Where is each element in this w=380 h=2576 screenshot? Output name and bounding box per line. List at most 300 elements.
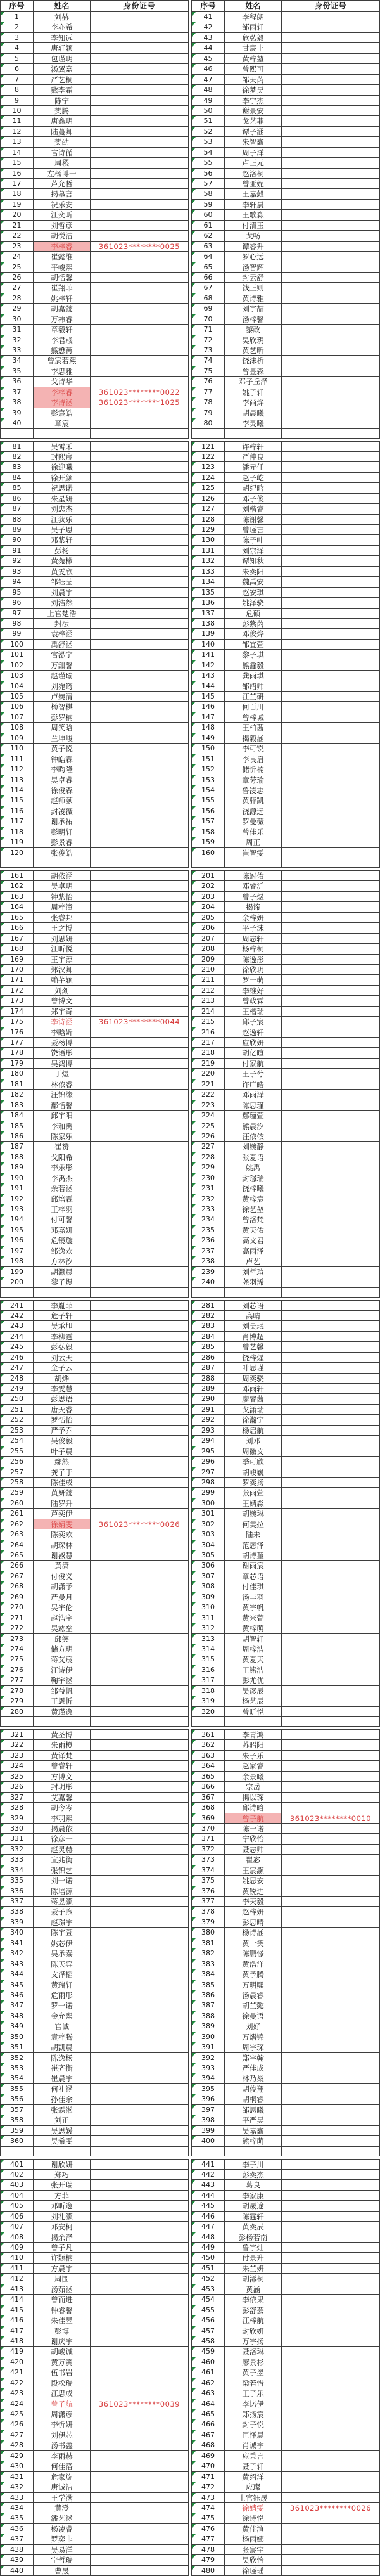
serial-cell[interactable] <box>192 1717 225 1727</box>
serial-cell[interactable]: 374 <box>192 1865 225 1876</box>
id-cell[interactable] <box>282 2232 380 2243</box>
name-cell[interactable]: 黄奕辰 <box>225 2222 282 2232</box>
name-cell[interactable] <box>34 1717 91 1727</box>
name-cell[interactable]: 封璟瑞 <box>225 1173 282 1183</box>
serial-cell[interactable]: 325 <box>1 1772 34 1782</box>
id-cell[interactable] <box>91 2105 189 2115</box>
serial-cell[interactable]: 123 <box>192 462 225 472</box>
serial-cell[interactable]: 358 <box>1 2115 34 2125</box>
name-cell[interactable]: 禹舒涵 <box>34 640 91 650</box>
serial-cell[interactable]: 269 <box>1 1592 34 1602</box>
id-cell[interactable] <box>282 1478 380 1488</box>
name-cell[interactable]: 周奕骁 <box>225 1374 282 1384</box>
name-cell[interactable]: 邱子宸 <box>225 1017 282 1027</box>
id-cell[interactable] <box>282 806 380 816</box>
id-cell[interactable] <box>91 462 189 472</box>
serial-cell[interactable]: 343 <box>1 1959 34 1969</box>
name-cell[interactable]: 匡怿晨 <box>225 2430 282 2440</box>
serial-cell[interactable]: 287 <box>192 1363 225 1373</box>
name-cell[interactable]: 谢雨宸 <box>225 1561 282 1571</box>
name-cell[interactable]: 赵灵赫 <box>34 1845 91 1855</box>
name-cell[interactable]: 徐开颜 <box>34 473 91 483</box>
name-cell[interactable]: 李晗妡 <box>34 1027 91 1038</box>
serial-cell[interactable]: 16 <box>1 169 34 179</box>
id-cell[interactable] <box>91 1183 189 1194</box>
id-cell[interactable] <box>282 2357 380 2367</box>
name-cell[interactable]: 刘晨宇 <box>34 588 91 598</box>
serial-cell[interactable]: 89 <box>1 525 34 535</box>
id-cell[interactable] <box>282 1730 380 1740</box>
id-cell[interactable] <box>282 955 380 965</box>
id-cell[interactable] <box>91 1613 189 1623</box>
serial-cell[interactable]: 328 <box>1 1803 34 1813</box>
serial-cell[interactable]: 143 <box>192 671 225 681</box>
name-cell[interactable]: 周潇彦 <box>34 2409 91 2419</box>
name-cell[interactable]: 李乐彤 <box>34 1162 91 1173</box>
name-cell[interactable]: 吴易洋 <box>34 2545 91 2555</box>
serial-cell[interactable]: 282 <box>192 1311 225 1321</box>
serial-cell[interactable]: 210 <box>192 965 225 975</box>
id-cell[interactable] <box>282 1467 380 1478</box>
name-cell[interactable]: 黄一笑 <box>225 1938 282 1948</box>
name-cell[interactable]: 彭思晴 <box>225 1917 282 1928</box>
serial-cell[interactable]: 463 <box>192 2388 225 2399</box>
id-cell[interactable] <box>282 577 380 587</box>
name-cell[interactable]: 余梓妍 <box>225 913 282 923</box>
serial-cell[interactable]: 398 <box>192 2115 225 2125</box>
id-cell[interactable] <box>91 640 189 650</box>
id-cell[interactable] <box>91 2042 189 2052</box>
id-cell[interactable] <box>282 754 380 764</box>
serial-cell[interactable]: 251 <box>1 1405 34 1415</box>
serial-cell[interactable]: 106 <box>1 702 34 712</box>
id-cell[interactable] <box>282 1613 380 1623</box>
serial-cell[interactable]: 458 <box>192 2336 225 2347</box>
id-cell[interactable] <box>91 2212 189 2222</box>
name-cell[interactable]: 潘艺涵 <box>34 2513 91 2523</box>
serial-cell[interactable]: 462 <box>192 2378 225 2388</box>
serial-cell[interactable]: 268 <box>1 1581 34 1592</box>
name-cell[interactable]: 谢庆宇 <box>34 2336 91 2347</box>
serial-cell[interactable]: 80 <box>192 418 225 428</box>
name-cell[interactable]: 戈诗华 <box>34 377 91 387</box>
serial-cell[interactable]: 403 <box>1 2180 34 2190</box>
serial-cell[interactable]: 60 <box>192 210 225 220</box>
name-cell[interactable]: 朱星妍 <box>34 494 91 504</box>
serial-cell[interactable]: 105 <box>1 692 34 702</box>
name-cell[interactable]: 李维好 <box>225 986 282 996</box>
name-cell[interactable]: 吴承旭 <box>34 1321 91 1331</box>
name-cell[interactable]: 陆未 <box>225 1530 282 1540</box>
name-cell[interactable]: 聂志帅 <box>225 1845 282 1855</box>
serial-cell[interactable]: 438 <box>1 2545 34 2555</box>
id-cell[interactable] <box>91 1938 189 1948</box>
serial-cell[interactable]: 108 <box>1 723 34 733</box>
id-cell[interactable] <box>91 2126 189 2136</box>
serial-cell[interactable]: 198 <box>1 1256 34 1266</box>
serial-cell[interactable]: 425 <box>1 2409 34 2419</box>
id-cell[interactable] <box>91 169 189 179</box>
id-cell[interactable] <box>91 2430 189 2440</box>
id-cell[interactable] <box>91 1793 189 1803</box>
name-cell[interactable]: 吴嘉鑫 <box>225 2126 282 2136</box>
id-cell[interactable] <box>91 189 189 199</box>
name-cell[interactable]: 罗曼薇 <box>225 816 282 827</box>
id-cell[interactable] <box>91 179 189 189</box>
serial-cell[interactable] <box>1 2147 34 2156</box>
serial-cell[interactable]: 205 <box>192 913 225 923</box>
name-cell[interactable]: 张夏语 <box>225 1152 282 1162</box>
serial-cell[interactable]: 380 <box>192 1928 225 1938</box>
name-cell[interactable]: 高文君 <box>225 1235 282 1246</box>
id-cell[interactable] <box>282 1415 380 1425</box>
id-cell[interactable] <box>282 1740 380 1750</box>
id-cell[interactable] <box>282 744 380 754</box>
serial-cell[interactable]: 29 <box>1 304 34 314</box>
id-cell[interactable] <box>91 22 189 32</box>
id-cell[interactable] <box>91 1457 189 1467</box>
serial-cell[interactable]: 141 <box>192 650 225 660</box>
name-cell[interactable]: 黄雯欣 <box>34 567 91 577</box>
id-cell[interactable] <box>91 1204 189 1214</box>
name-cell[interactable]: 黄锐进 <box>225 1886 282 1897</box>
name-cell[interactable]: 李胤菲 <box>34 1301 91 1311</box>
serial-cell[interactable]: 171 <box>1 975 34 985</box>
name-cell[interactable]: 曾子航 <box>225 1813 282 1824</box>
name-cell[interactable]: 朱子乐 <box>225 1751 282 1761</box>
name-cell[interactable]: 邹恩曦 <box>225 2105 282 2115</box>
id-cell[interactable] <box>282 723 380 733</box>
name-cell[interactable]: 汤梓馨 <box>225 314 282 325</box>
id-cell[interactable] <box>91 2222 189 2232</box>
name-cell[interactable]: 李程朗 <box>225 12 282 22</box>
name-cell[interactable]: 刘好 <box>225 2021 282 2032</box>
id-cell[interactable] <box>282 2347 380 2357</box>
id-cell[interactable] <box>282 85 380 95</box>
name-cell[interactable]: 许广皓 <box>225 1079 282 1090</box>
id-cell[interactable] <box>91 2357 189 2367</box>
id-cell[interactable] <box>91 996 189 1006</box>
name-cell[interactable]: 江狄乐 <box>34 515 91 525</box>
id-cell[interactable] <box>282 1007 380 1017</box>
name-cell[interactable]: 曾昕悦 <box>225 1707 282 1717</box>
id-cell[interactable] <box>91 598 189 608</box>
serial-cell[interactable]: 418 <box>1 2336 34 2347</box>
serial-cell[interactable]: 11 <box>1 116 34 126</box>
id-cell[interactable] <box>91 148 189 158</box>
name-cell[interactable]: 罗一萌 <box>225 975 282 985</box>
name-cell[interactable]: 胡晨曦 <box>225 408 282 418</box>
name-cell[interactable]: 彭杨若南 <box>225 2232 282 2243</box>
serial-cell[interactable]: 409 <box>1 2243 34 2253</box>
name-cell[interactable]: 万宇扬 <box>225 2336 282 2347</box>
name-cell[interactable]: 严曼月 <box>34 1592 91 1602</box>
serial-cell[interactable]: 122 <box>192 452 225 462</box>
id-cell[interactable] <box>91 2147 189 2156</box>
id-cell[interactable] <box>282 429 380 439</box>
name-cell[interactable]: 李雨赫 <box>34 2451 91 2461</box>
id-cell[interactable] <box>91 1644 189 1654</box>
serial-cell[interactable]: 221 <box>192 1079 225 1090</box>
serial-cell[interactable]: 379 <box>192 1917 225 1928</box>
id-cell[interactable] <box>91 892 189 902</box>
serial-cell[interactable]: 134 <box>192 577 225 587</box>
id-cell[interactable] <box>91 1321 189 1331</box>
name-cell[interactable]: 刘忠杰 <box>34 504 91 514</box>
id-cell[interactable] <box>91 1696 189 1706</box>
name-cell[interactable]: 张雨萱 <box>225 1488 282 1498</box>
id-cell[interactable] <box>282 64 380 74</box>
name-cell[interactable]: 谭知秋 <box>225 556 282 566</box>
serial-cell[interactable]: 319 <box>192 1696 225 1706</box>
id-cell[interactable]: 361023********0039 <box>91 2399 189 2409</box>
name-cell[interactable]: 左杨博一 <box>34 169 91 179</box>
name-cell[interactable]: 徐艺堃 <box>225 1204 282 1214</box>
serial-cell[interactable]: 344 <box>1 1969 34 1980</box>
name-cell[interactable]: 唐天睿 <box>34 1405 91 1415</box>
id-cell[interactable] <box>282 1519 380 1530</box>
id-cell[interactable] <box>91 1363 189 1373</box>
id-cell[interactable] <box>91 1717 189 1727</box>
name-cell[interactable]: 周徽文 <box>225 1446 282 1457</box>
name-cell[interactable]: 何礼涵 <box>34 2084 91 2094</box>
serial-cell[interactable]: 471 <box>192 2472 225 2482</box>
serial-cell[interactable]: 429 <box>1 2451 34 2461</box>
name-cell[interactable]: 邱宇阳 <box>34 1111 91 1121</box>
serial-cell[interactable]: 392 <box>192 2053 225 2063</box>
name-cell[interactable]: 卢正元 <box>225 158 282 168</box>
id-cell[interactable] <box>91 2461 189 2471</box>
id-cell[interactable] <box>282 2451 380 2461</box>
name-cell[interactable] <box>225 858 282 868</box>
serial-cell[interactable]: 321 <box>1 1730 34 1740</box>
serial-cell[interactable]: 197 <box>1 1246 34 1256</box>
serial-cell[interactable]: 75 <box>192 366 225 377</box>
id-cell[interactable] <box>91 2000 189 2011</box>
serial-cell[interactable]: 303 <box>192 1530 225 1540</box>
name-cell[interactable]: 李和禹 <box>34 1121 91 1131</box>
name-cell[interactable]: 李青鸿 <box>225 1730 282 1740</box>
serial-cell[interactable]: 13 <box>1 137 34 147</box>
id-cell[interactable] <box>282 75 380 85</box>
serial-cell[interactable]: 477 <box>192 2534 225 2544</box>
serial-cell[interactable]: 142 <box>192 660 225 671</box>
id-cell[interactable] <box>91 137 189 147</box>
id-cell[interactable] <box>282 116 380 126</box>
name-cell[interactable]: 陈逸彤 <box>225 955 282 965</box>
serial-cell[interactable]: 79 <box>192 408 225 418</box>
serial-cell[interactable]: 126 <box>192 494 225 504</box>
serial-cell[interactable]: 240 <box>192 1277 225 1287</box>
id-cell[interactable] <box>91 283 189 293</box>
name-cell[interactable]: 官泓宇 <box>34 650 91 660</box>
serial-cell[interactable]: 341 <box>1 1938 34 1948</box>
id-cell[interactable] <box>91 200 189 210</box>
name-cell[interactable]: 鄢然 <box>34 1457 91 1467</box>
serial-cell[interactable]: 204 <box>192 902 225 912</box>
serial-cell[interactable]: 370 <box>192 1824 225 1834</box>
serial-cell[interactable]: 365 <box>192 1772 225 1782</box>
serial-cell[interactable]: 111 <box>1 754 34 764</box>
id-cell[interactable] <box>91 1467 189 1478</box>
id-cell[interactable] <box>91 871 189 881</box>
id-cell[interactable] <box>91 158 189 168</box>
name-cell[interactable]: 宁哲瑞 <box>34 2555 91 2565</box>
serial-cell[interactable]: 238 <box>192 1256 225 1266</box>
serial-cell[interactable]: 424 <box>1 2399 34 2409</box>
id-cell[interactable] <box>91 660 189 671</box>
name-cell[interactable]: 邓雨泽 <box>225 1090 282 1100</box>
name-cell[interactable]: 罗恬怡 <box>34 1415 91 1425</box>
serial-cell[interactable]: 367 <box>192 1793 225 1803</box>
id-cell[interactable] <box>91 54 189 64</box>
name-cell[interactable]: 王歌淼 <box>225 210 282 220</box>
id-cell[interactable] <box>91 816 189 827</box>
id-cell[interactable] <box>282 1277 380 1287</box>
serial-cell[interactable]: 373 <box>192 1855 225 1865</box>
id-cell[interactable] <box>282 1457 380 1467</box>
id-cell[interactable] <box>282 158 380 168</box>
serial-cell[interactable]: 359 <box>1 2126 34 2136</box>
name-cell[interactable] <box>34 2147 91 2156</box>
id-cell[interactable] <box>282 1214 380 1225</box>
serial-cell[interactable]: 54 <box>192 148 225 158</box>
name-cell[interactable]: 黄妍懿 <box>34 1488 91 1498</box>
id-cell[interactable] <box>282 1394 380 1404</box>
serial-cell[interactable]: 461 <box>192 2367 225 2378</box>
id-cell[interactable] <box>282 1675 380 1685</box>
id-cell[interactable] <box>282 881 380 891</box>
name-cell[interactable]: 罗心远 <box>225 252 282 262</box>
serial-cell[interactable]: 442 <box>192 2170 225 2180</box>
serial-cell[interactable]: 195 <box>1 1225 34 1235</box>
id-cell[interactable] <box>282 785 380 795</box>
id-cell[interactable] <box>91 681 189 692</box>
serial-cell[interactable]: 168 <box>1 944 34 954</box>
serial-cell[interactable]: 401 <box>1 2160 34 2170</box>
id-cell[interactable] <box>282 345 380 356</box>
name-cell[interactable]: 唐鑫玥 <box>34 116 91 126</box>
id-cell[interactable] <box>91 2326 189 2336</box>
serial-cell[interactable]: 404 <box>1 2191 34 2201</box>
name-cell[interactable]: 罗奕扬 <box>225 1478 282 1488</box>
id-cell[interactable] <box>282 681 380 692</box>
id-cell[interactable] <box>282 1793 380 1803</box>
serial-cell[interactable]: 260 <box>1 1498 34 1509</box>
serial-cell[interactable]: 50 <box>192 106 225 116</box>
serial-cell[interactable]: 439 <box>1 2555 34 2565</box>
serial-cell[interactable]: 410 <box>1 2253 34 2263</box>
name-cell[interactable]: 邹绍帅 <box>225 681 282 692</box>
serial-cell[interactable]: 152 <box>192 764 225 775</box>
id-cell[interactable] <box>91 377 189 387</box>
serial-cell[interactable]: 301 <box>192 1509 225 1519</box>
name-cell[interactable]: 罗一诺 <box>34 2000 91 2011</box>
id-cell[interactable] <box>91 2011 189 2021</box>
serial-cell[interactable]: 146 <box>192 702 225 712</box>
serial-cell[interactable]: 17 <box>1 179 34 189</box>
serial-cell[interactable]: 331 <box>1 1834 34 1844</box>
serial-cell[interactable]: 280 <box>1 1707 34 1717</box>
serial-cell[interactable]: 457 <box>192 2326 225 2336</box>
name-cell[interactable]: 黄子悦 <box>34 744 91 754</box>
name-cell[interactable]: 黄诗雅 <box>225 293 282 304</box>
serial-cell[interactable]: 33 <box>1 345 34 356</box>
name-cell[interactable]: 严佳成 <box>225 2063 282 2073</box>
name-cell[interactable]: 王宇淳 <box>34 955 91 965</box>
id-cell[interactable] <box>282 1855 380 1865</box>
id-cell[interactable] <box>282 2042 380 2052</box>
serial-cell[interactable]: 291 <box>192 1405 225 1415</box>
serial-cell[interactable]: 329 <box>1 1813 34 1824</box>
id-cell[interactable] <box>282 1751 380 1761</box>
serial-cell[interactable]: 135 <box>192 588 225 598</box>
name-cell[interactable]: 方晨宇 <box>34 2264 91 2274</box>
name-cell[interactable]: 郑宇奇 <box>34 1007 91 1017</box>
id-cell[interactable] <box>91 934 189 944</box>
serial-cell[interactable] <box>192 2147 225 2156</box>
name-cell[interactable]: 吴希雯 <box>34 2136 91 2146</box>
serial-cell[interactable]: 110 <box>1 744 34 754</box>
id-cell[interactable] <box>282 1488 380 1498</box>
id-cell[interactable] <box>91 837 189 847</box>
serial-cell[interactable]: 169 <box>1 955 34 965</box>
name-cell[interactable]: 张俊皓 <box>34 848 91 858</box>
id-cell[interactable] <box>282 1886 380 1897</box>
name-cell[interactable]: 李思雅 <box>34 366 91 377</box>
name-cell[interactable]: 邓雨轩 <box>225 1384 282 1394</box>
name-cell[interactable]: 戈潇瑞 <box>225 1405 282 1415</box>
name-cell[interactable]: 章芯语 <box>225 1571 282 1581</box>
id-cell[interactable] <box>91 1090 189 1100</box>
serial-cell[interactable]: 203 <box>192 892 225 902</box>
name-cell[interactable]: 周围 <box>34 2274 91 2284</box>
name-cell[interactable]: 鄢恬馨 <box>34 1100 91 1111</box>
serial-cell[interactable]: 420 <box>1 2357 34 2367</box>
name-cell[interactable]: 刘一诺 <box>34 1876 91 1886</box>
id-cell[interactable] <box>91 1027 189 1038</box>
serial-cell[interactable]: 248 <box>1 1374 34 1384</box>
serial-cell[interactable]: 97 <box>1 609 34 619</box>
name-cell[interactable]: 朱佳昱 <box>34 2315 91 2326</box>
name-cell[interactable]: 周正 <box>225 837 282 847</box>
name-cell[interactable]: 郑巧 <box>34 2170 91 2180</box>
id-cell[interactable] <box>282 1803 380 1813</box>
name-cell[interactable]: 李梓睿 <box>34 387 91 397</box>
name-cell[interactable]: 汪锦缘 <box>34 1090 91 1100</box>
name-cell[interactable]: 方林汐 <box>34 1256 91 1266</box>
serial-cell[interactable]: 212 <box>192 986 225 996</box>
id-cell[interactable] <box>282 2566 380 2576</box>
id-cell[interactable] <box>282 1761 380 1771</box>
serial-cell[interactable]: 292 <box>192 1415 225 1425</box>
id-cell[interactable] <box>91 221 189 231</box>
id-cell[interactable] <box>282 1079 380 1090</box>
serial-cell[interactable]: 445 <box>192 2201 225 2211</box>
id-cell[interactable] <box>282 2011 380 2021</box>
name-cell[interactable]: 方菲 <box>34 2191 91 2201</box>
serial-cell[interactable]: 214 <box>192 1007 225 1017</box>
id-cell[interactable] <box>91 671 189 681</box>
id-cell[interactable] <box>91 1498 189 1509</box>
serial-cell[interactable]: 99 <box>1 629 34 639</box>
name-cell[interactable]: 吴承秦 <box>34 1948 91 1959</box>
serial-cell[interactable]: 41 <box>192 12 225 22</box>
name-cell[interactable]: 尧羽浠 <box>225 1277 282 1287</box>
name-cell[interactable]: 王恩忻 <box>34 1696 91 1706</box>
serial-cell[interactable]: 395 <box>192 2084 225 2094</box>
id-cell[interactable] <box>91 1571 189 1581</box>
